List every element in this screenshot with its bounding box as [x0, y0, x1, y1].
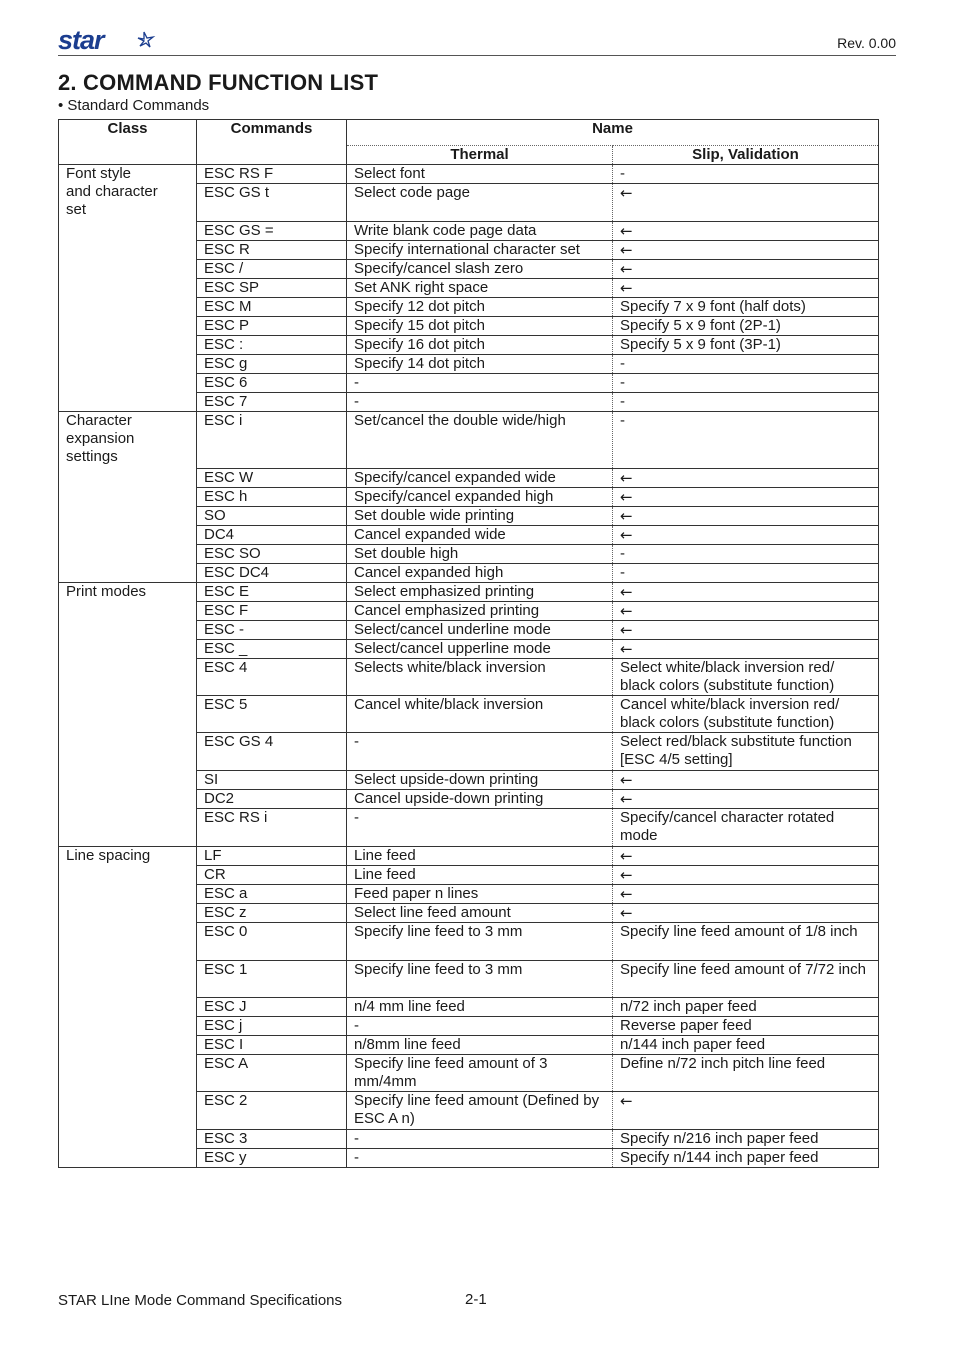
- table-row: [59, 412, 879, 469]
- thermal-name-cell: Specify 12 dot pitch: [347, 298, 613, 317]
- slip-validation-cell: ←: [613, 1092, 879, 1130]
- command-cell: ESC I: [197, 1036, 347, 1055]
- thermal-name-cell: n/8mm line feed: [347, 1036, 613, 1055]
- command-cell: ESC /: [197, 260, 347, 279]
- slip-validation-cell: Specify n/216 inch paper feed: [613, 1130, 879, 1149]
- command-cell: ESC R: [197, 241, 347, 260]
- command-cell: ESC 4: [197, 659, 347, 696]
- header-divider: [58, 55, 896, 56]
- slip-validation-cell: ←: [613, 184, 879, 222]
- thermal-name-cell: Line feed: [347, 847, 613, 866]
- thermal-name-cell: Cancel emphasized printing: [347, 602, 613, 621]
- command-cell: ESC 5: [197, 696, 347, 733]
- command-cell: ESC J: [197, 998, 347, 1017]
- slip-validation-cell: Select red/black substitute function [ESC 4/5 setting]: [613, 733, 879, 771]
- thermal-name-cell: Specify line feed to 3 mm: [347, 961, 613, 998]
- class-cell: Print modes: [59, 583, 197, 847]
- command-cell: ESC 2: [197, 1092, 347, 1130]
- slip-validation-cell: ←: [613, 260, 879, 279]
- thermal-name-cell: Specify 16 dot pitch: [347, 336, 613, 355]
- star-logo: [58, 26, 158, 54]
- thermal-name-cell: Cancel expanded wide: [347, 526, 613, 545]
- command-cell: ESC h: [197, 488, 347, 507]
- command-cell: ESC F: [197, 602, 347, 621]
- thermal-name-cell: Set double wide printing: [347, 507, 613, 526]
- command-cell: ESC j: [197, 1017, 347, 1036]
- slip-validation-cell: ←: [613, 885, 879, 904]
- slip-validation-cell: Cancel white/black inversion red/ black colors (substitute function): [613, 696, 879, 733]
- thermal-name-cell: -: [347, 1149, 613, 1168]
- column-header-commands: Commands: [197, 120, 347, 165]
- section-subtitle: • Standard Commands: [58, 97, 210, 114]
- thermal-name-cell: Select/cancel underline mode: [347, 621, 613, 640]
- thermal-name-cell: Line feed: [347, 866, 613, 885]
- thermal-name-cell: Specify/cancel expanded high: [347, 488, 613, 507]
- slip-validation-cell: Specify line feed amount of 7/72 inch: [613, 961, 879, 998]
- thermal-name-cell: Write blank code page data: [347, 222, 613, 241]
- slip-validation-cell: ←: [613, 488, 879, 507]
- slip-validation-cell: -: [613, 393, 879, 412]
- command-cell: ESC _: [197, 640, 347, 659]
- slip-validation-cell: Specify 5 x 9 font (3P-1): [613, 336, 879, 355]
- slip-validation-cell: -: [613, 374, 879, 393]
- command-cell: ESC a: [197, 885, 347, 904]
- class-cell: Line spacing: [59, 847, 197, 1168]
- thermal-name-cell: -: [347, 1017, 613, 1036]
- command-cell: ESC y: [197, 1149, 347, 1168]
- slip-validation-cell: Define n/72 inch pitch line feed: [613, 1055, 879, 1092]
- thermal-name-cell: Specify line feed amount (Defined by ESC A n): [347, 1092, 613, 1130]
- command-cell: ESC GS =: [197, 222, 347, 241]
- slip-validation-cell: n/72 inch paper feed: [613, 998, 879, 1017]
- revision-label: Rev. 0.00: [837, 35, 896, 51]
- slip-validation-cell: -: [613, 545, 879, 564]
- command-cell: ESC z: [197, 904, 347, 923]
- thermal-name-cell: Set double high: [347, 545, 613, 564]
- class-cell: Font style and character set: [59, 165, 197, 412]
- thermal-name-cell: Specify/cancel expanded wide: [347, 469, 613, 488]
- slip-validation-cell: ←: [613, 771, 879, 790]
- table-row: [59, 847, 879, 866]
- command-cell: ESC GS t: [197, 184, 347, 222]
- slip-validation-cell: Select white/black inversion red/ black colors (substitute function): [613, 659, 879, 696]
- footer-document-title: STAR LIne Mode Command Specifications: [58, 1292, 343, 1309]
- slip-validation-cell: ←: [613, 507, 879, 526]
- command-cell: SO: [197, 507, 347, 526]
- command-cell: ESC :: [197, 336, 347, 355]
- command-cell: ESC RS F: [197, 165, 347, 184]
- command-table-wrapper: [58, 119, 878, 1168]
- slip-validation-cell: Specify n/144 inch paper feed: [613, 1149, 879, 1168]
- command-cell: ESC W: [197, 469, 347, 488]
- slip-validation-cell: -: [613, 165, 879, 184]
- thermal-name-cell: Cancel expanded high: [347, 564, 613, 583]
- command-cell: SI: [197, 771, 347, 790]
- slip-validation-cell: Specify 7 x 9 font (half dots): [613, 298, 879, 317]
- thermal-name-cell: -: [347, 1130, 613, 1149]
- slip-validation-cell: ←: [613, 241, 879, 260]
- command-cell: LF: [197, 847, 347, 866]
- thermal-name-cell: Select line feed amount: [347, 904, 613, 923]
- command-cell: ESC -: [197, 621, 347, 640]
- slip-validation-cell: -: [613, 564, 879, 583]
- command-cell: ESC 7: [197, 393, 347, 412]
- footer-page-number: 2-1: [465, 1291, 487, 1308]
- table-body: [59, 165, 879, 1168]
- command-cell: ESC 1: [197, 961, 347, 998]
- class-cell: Character expansion settings: [59, 412, 197, 583]
- column-header-class: Class: [59, 120, 197, 165]
- thermal-name-cell: Specify line feed to 3 mm: [347, 923, 613, 961]
- thermal-name-cell: -: [347, 393, 613, 412]
- command-cell: ESC RS i: [197, 809, 347, 847]
- command-cell: ESC P: [197, 317, 347, 336]
- thermal-name-cell: Specify/cancel slash zero: [347, 260, 613, 279]
- column-header-slip-validation: Slip, Validation: [613, 145, 879, 164]
- slip-validation-cell: Specify line feed amount of 1/8 inch: [613, 923, 879, 961]
- command-cell: ESC E: [197, 583, 347, 602]
- command-cell: ESC i: [197, 412, 347, 469]
- slip-validation-cell: ←: [613, 866, 879, 885]
- command-cell: ESC GS 4: [197, 733, 347, 771]
- slip-validation-cell: ←: [613, 847, 879, 866]
- thermal-name-cell: n/4 mm line feed: [347, 998, 613, 1017]
- thermal-name-cell: Cancel upside-down printing: [347, 790, 613, 809]
- command-cell: ESC 6: [197, 374, 347, 393]
- thermal-name-cell: Select code page: [347, 184, 613, 222]
- slip-validation-cell: ←: [613, 640, 879, 659]
- command-cell: DC4: [197, 526, 347, 545]
- thermal-name-cell: Set/cancel the double wide/high: [347, 412, 613, 469]
- slip-validation-cell: ←: [613, 621, 879, 640]
- slip-validation-cell: ←: [613, 904, 879, 923]
- slip-validation-cell: Reverse paper feed: [613, 1017, 879, 1036]
- thermal-name-cell: Cancel white/black inversion: [347, 696, 613, 733]
- command-cell: ESC 3: [197, 1130, 347, 1149]
- slip-validation-cell: n/144 inch paper feed: [613, 1036, 879, 1055]
- command-cell: ESC A: [197, 1055, 347, 1092]
- table-header-row: [59, 120, 879, 146]
- command-cell: ESC SP: [197, 279, 347, 298]
- thermal-name-cell: Select emphasized printing: [347, 583, 613, 602]
- command-function-table: [58, 119, 879, 1168]
- command-cell: ESC DC4: [197, 564, 347, 583]
- slip-validation-cell: ←: [613, 526, 879, 545]
- table-row: [59, 165, 879, 184]
- section-title: 2. COMMAND FUNCTION LIST: [58, 70, 379, 95]
- column-header-thermal: Thermal: [347, 145, 613, 164]
- slip-validation-cell: ←: [613, 790, 879, 809]
- slip-validation-cell: ←: [613, 279, 879, 298]
- command-cell: DC2: [197, 790, 347, 809]
- command-cell: ESC SO: [197, 545, 347, 564]
- thermal-name-cell: -: [347, 374, 613, 393]
- thermal-name-cell: -: [347, 809, 613, 847]
- thermal-name-cell: Feed paper n lines: [347, 885, 613, 904]
- thermal-name-cell: -: [347, 733, 613, 771]
- thermal-name-cell: Set ANK right space: [347, 279, 613, 298]
- thermal-name-cell: Specify line feed amount of 3 mm/4mm: [347, 1055, 613, 1092]
- slip-validation-cell: ←: [613, 469, 879, 488]
- command-cell: CR: [197, 866, 347, 885]
- thermal-name-cell: Specify 14 dot pitch: [347, 355, 613, 374]
- svg-text:star: star: [58, 26, 104, 54]
- slip-validation-cell: -: [613, 412, 879, 469]
- slip-validation-cell: -: [613, 355, 879, 374]
- slip-validation-cell: Specify/cancel character rotated mode: [613, 809, 879, 847]
- command-cell: ESC g: [197, 355, 347, 374]
- slip-validation-cell: ←: [613, 583, 879, 602]
- slip-validation-cell: ←: [613, 602, 879, 621]
- column-header-name: Name: [347, 120, 879, 146]
- command-cell: ESC 0: [197, 923, 347, 961]
- slip-validation-cell: Specify 5 x 9 font (2P-1): [613, 317, 879, 336]
- command-cell: ESC M: [197, 298, 347, 317]
- slip-validation-cell: ←: [613, 222, 879, 241]
- thermal-name-cell: Specify international character set: [347, 241, 613, 260]
- thermal-name-cell: Selects white/black inversion: [347, 659, 613, 696]
- thermal-name-cell: Select/cancel upperline mode: [347, 640, 613, 659]
- thermal-name-cell: Select font: [347, 165, 613, 184]
- thermal-name-cell: Specify 15 dot pitch: [347, 317, 613, 336]
- table-row: [59, 583, 879, 602]
- thermal-name-cell: Select upside-down printing: [347, 771, 613, 790]
